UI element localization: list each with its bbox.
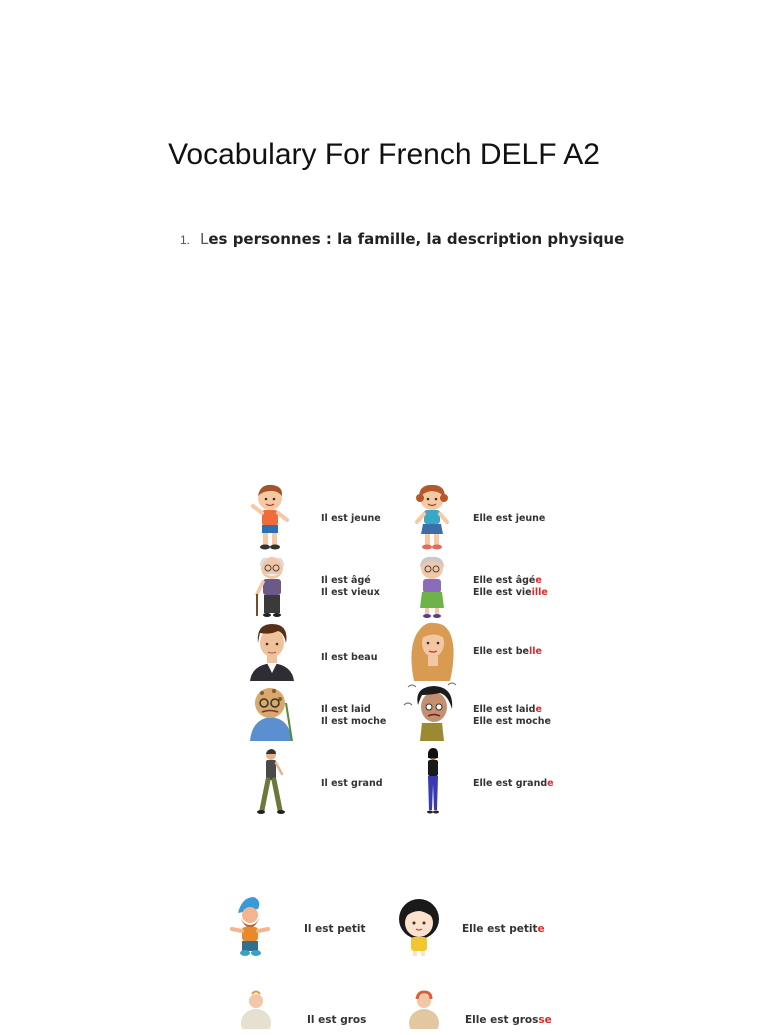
heading-text: es personnes : la famille, la description physique [208,230,625,248]
label-il-age-vieux: Il est âgé Il est vieux [321,575,380,598]
young-girl-icon [410,482,454,552]
label-elle-jeune: Elle est jeune [473,513,546,524]
label-elle-belle: Elle est belle [473,646,542,657]
section-heading [180,230,624,248]
ugly-man-icon [244,683,298,741]
tall-woman-icon [418,748,448,816]
label-il-grand: Il est grand [321,778,383,789]
fat-man-icon [236,989,276,1029]
vocabulary-figure-size [222,885,552,1035]
label-elle-grande: Elle est grande [473,778,554,789]
label-elle-grosse: Elle est grosse [465,1014,552,1026]
ugly-woman-icon [402,681,462,741]
handsome-man-icon [246,621,298,681]
tall-man-icon [254,748,290,816]
old-woman-icon [410,554,454,620]
label-elle-laide-moche: Elle est laide Elle est moche [473,704,551,727]
label-il-jeune: Il est jeune [321,513,381,524]
label-il-beau: Il est beau [321,652,378,663]
vocabulary-figure-adjectives [210,478,566,823]
list-number: 1. [180,233,191,247]
young-boy-icon [250,482,294,552]
beautiful-woman-icon [406,621,458,681]
short-girl-icon [394,897,444,959]
heading-first-letter: L [200,230,209,248]
label-il-laid-moche: Il est laid Il est moche [321,704,387,727]
label-elle-petite: Elle est petite [462,923,545,935]
short-dwarf-icon [228,895,274,959]
document-title: Vocabulary For French DELF A2 [168,138,600,171]
old-man-icon [250,554,294,620]
label-il-petit: Il est petit [304,923,366,935]
fat-woman-icon [404,989,444,1029]
label-il-gros: Il est gros [307,1014,367,1026]
label-elle-agee-vieille: Elle est âgée Elle est vieille [473,575,548,598]
